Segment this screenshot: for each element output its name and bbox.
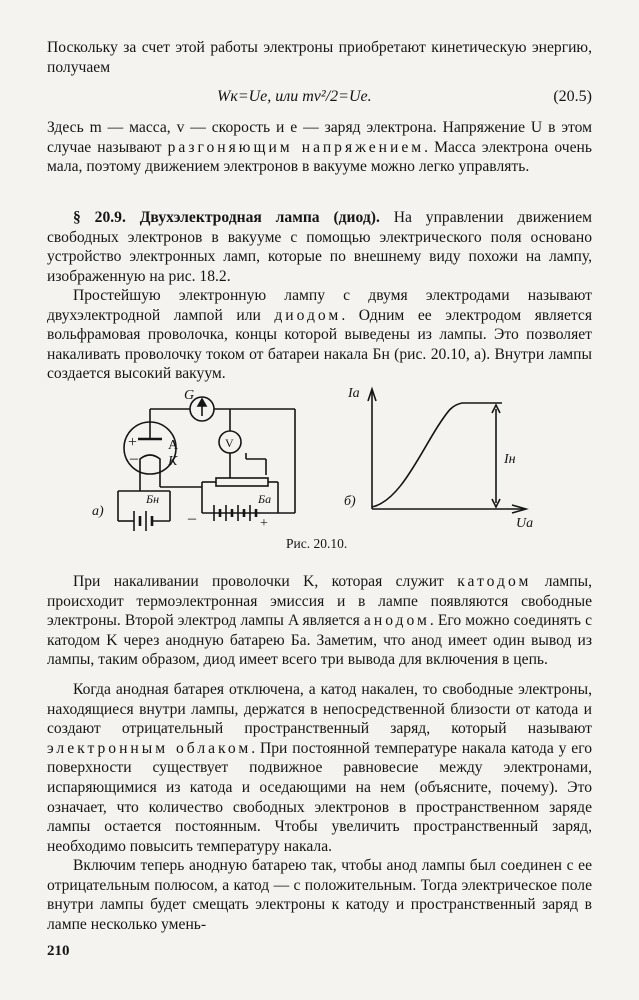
- intro-text: Поскольку за счет этой работы электроны приобретают кинетическую энергию, получаем: [47, 39, 592, 76]
- para-anode-off-text-2: . При постоянной температуре накала катода у его поверхности существует подвижное равновесие между электронами, испаряющимися из катода и оседающими на нем (объясните, почему). Это означает, что количество свободных электронов в пространственном заряде лампы остается постоянным. Чтобы увеличить пространственный заряд, необходимо повысить температуру накала.: [47, 739, 592, 855]
- page-number: 210: [47, 943, 70, 959]
- label-minus-bottom: –: [188, 510, 196, 527]
- label-v: V: [225, 436, 234, 450]
- graph-curve: [372, 403, 502, 507]
- label-panel-b: б): [344, 494, 356, 509]
- para-here-text-1: Здесь m — масса, v — скорость и e — заряд электрона. Напряжение U в этом случае называют: [47, 119, 592, 156]
- label-in: Iн: [504, 452, 516, 467]
- section-heading: § 20.9. Двухэлектродная лампа (диод).: [73, 209, 380, 226]
- para-anode-off-spaced: электронным облаком: [47, 739, 252, 757]
- para-simplest-spaced: диодом: [274, 306, 342, 324]
- para-heating-spaced-1: катодом: [457, 573, 532, 590]
- formula-text: Wк=Ue, или mv²/2=Ue.: [217, 88, 372, 105]
- formula-number: (20.5): [553, 88, 592, 105]
- current-voltage-graph: [368, 389, 526, 513]
- rheostat: [216, 478, 268, 486]
- paragraph-simplest: [47, 286, 592, 384]
- label-plus-bottom: +: [260, 516, 268, 531]
- para-simplest-text-1: Простейшую электронную лампу с двумя электродами называют двухэлектродной лампой или: [47, 287, 592, 324]
- label-a: A: [168, 438, 179, 453]
- para-heating-spaced-2: анодом: [363, 612, 430, 630]
- intro-paragraph: [47, 38, 592, 77]
- label-ia: Ia: [348, 386, 360, 401]
- para-simplest-text-2: . Одним ее электродом является вольфрамовая проволочка, концы которой выведены из лампы. Это позволяет накаливать проволочку током от батареи накала Бн (рис. 20.10, а). Внутри лампы создается высокий вакуум.: [47, 306, 593, 383]
- label-minus-left: –: [130, 450, 138, 467]
- para-here-spaced: разгоняющим напряжением: [167, 138, 425, 156]
- label-bn: Бн: [146, 492, 160, 506]
- galvanometer-arrow-head: [198, 399, 206, 406]
- label-g: G: [184, 388, 195, 403]
- para-anode-off-text-1: Когда анодная батарея отключена, а катод накален, то свободные электроны, находящиеся внутри лампы, держатся в непосредственной близости от катода и создают отрицательный пространственный заряд, который называют: [47, 681, 592, 738]
- paragraph-anode-off: [47, 680, 592, 856]
- label-ba: Бa: [258, 492, 272, 506]
- para-heating-text-2: лампы, происходит термоэлектронная эмиссия и в лампе появляются свободные электроны. Второй электрод лампы A является: [47, 573, 592, 630]
- para-heating-text-1: При накаливании проволочки K, которая служит: [73, 573, 458, 590]
- label-panel-a: а): [92, 504, 104, 519]
- figure-drawing: [90, 383, 550, 533]
- paragraph-heating: [47, 572, 592, 670]
- para-here-text-2: . Масса электрона очень мала, поэтому движением электронов в вакууме можно легко управлять.: [47, 138, 592, 176]
- label-plus-left: +: [128, 434, 138, 451]
- paragraph-here: [47, 118, 592, 177]
- label-ua: Ua: [516, 516, 534, 531]
- section-20-9: [47, 208, 592, 286]
- formula-20-5: [47, 88, 592, 108]
- label-k: K: [168, 454, 178, 469]
- para-heating-text-3: . Его можно соединять с катодом K через анодную батарею Бa. Заметим, что анод имеет один вывод из лампы, таким образом, диод имеет всего три вывода для включения в цепь.: [47, 612, 592, 669]
- section-body: На управлении движением свободных электронов в вакууме с помощью электрического поля основано устройство электронных ламп, которые по внешнему виду похожи на лампу, изображенную на рис. 18.2.: [47, 209, 593, 285]
- figure-caption: Рис. 20.10.: [286, 536, 348, 551]
- paragraph-switch-on: [47, 856, 592, 934]
- para-switch-on-text: Включим теперь анодную батарею так, чтобы анод лампы был соединен с ее отрицательным полюсом, а катод — с положительным. Тогда электрическое поле внутри лампы будет смещать электроны к катоду и пространственный заряд в лампе несколько умень-: [47, 857, 592, 933]
- circuit-diagram: [118, 397, 295, 531]
